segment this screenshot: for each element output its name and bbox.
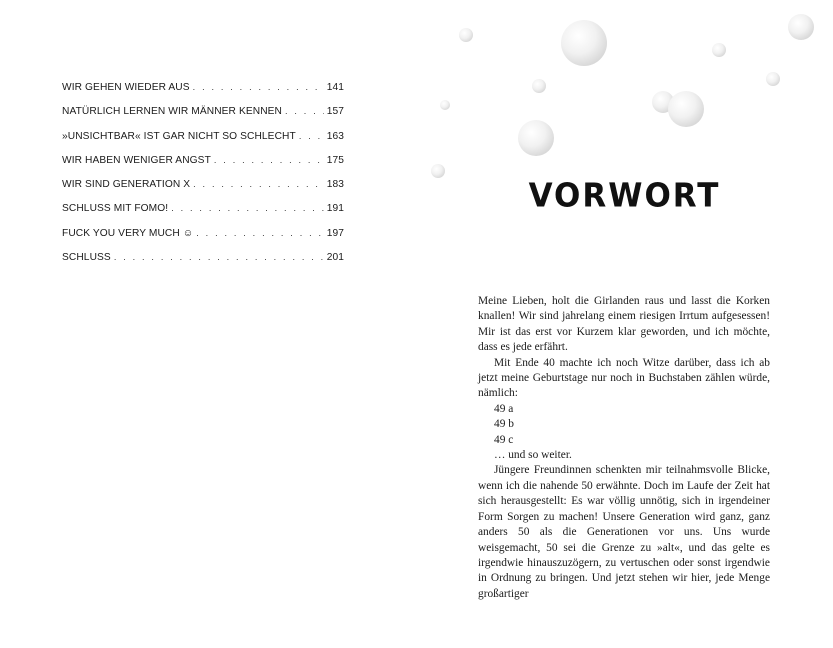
chapter-title: VORWORT	[528, 177, 721, 215]
bubble-icon	[788, 14, 814, 40]
toc-entry-title: WIR SIND GENERATION X	[62, 179, 191, 191]
toc-leader-dots	[171, 203, 323, 213]
toc-entry-page: 191	[326, 203, 344, 215]
toc-leader-dots	[114, 252, 324, 262]
toc-entry[interactable]	[62, 252, 344, 276]
table-of-contents	[62, 82, 344, 276]
toc-entry-title: »UNSICHTBAR« IST GAR NICHT SO SCHLECHT	[62, 130, 296, 142]
left-page	[0, 0, 416, 648]
toc-entry-title: FUCK YOU VERY MUCH ☺	[62, 227, 194, 239]
bubble-icon	[440, 100, 450, 110]
toc-entry-page: 157	[326, 106, 344, 118]
toc-entry-page: 183	[326, 179, 344, 191]
toc-leader-dots	[193, 179, 324, 189]
body-text	[478, 294, 770, 602]
bubble-icon	[459, 28, 473, 42]
toc-entry-title: SCHLUSS	[62, 252, 111, 264]
toc-entry[interactable]	[62, 179, 344, 203]
bubble-icon	[518, 120, 554, 156]
toc-leader-dots	[193, 82, 324, 92]
toc-entry[interactable]	[62, 106, 344, 130]
toc-leader-dots	[285, 106, 324, 116]
list-line: 49 c	[494, 433, 514, 446]
toc-entry-title: WIR GEHEN WIEDER AUS	[62, 82, 190, 93]
toc-leader-dots	[196, 228, 323, 238]
toc-entry-page: 175	[326, 154, 344, 166]
toc-leader-dots	[299, 131, 324, 141]
bubbles-decoration	[416, 0, 833, 200]
toc-leader-dots	[214, 155, 324, 165]
right-page	[416, 0, 833, 648]
paragraph: Mit Ende 40 machte ich noch Witze darüber, dass ich ab jetzt meine Geburtstage nur noch in Buchstaben zählen würde, nämlich:	[478, 356, 770, 400]
toc-entry-title: NATÜRLICH LERNEN WIR MÄNNER KENNEN	[62, 106, 282, 118]
paragraph: Meine Lieben, holt die Girlanden raus und lasst die Korken knallen! Wir sind jahrelang einem riesigen Irrtum aufgesessen! Mir ist das erst vor Kurzem klar geworden, und ich möchte, dass es jede erfährt.	[478, 295, 770, 354]
list-line: 49 a	[494, 402, 514, 415]
list-line: 49 b	[494, 418, 514, 431]
toc-entry[interactable]	[62, 228, 344, 252]
toc-entry-page: 201	[326, 252, 344, 264]
bubble-icon	[561, 20, 607, 66]
bubble-icon	[712, 43, 726, 57]
toc-entry[interactable]	[62, 131, 344, 155]
toc-entry-title: WIR HABEN WENIGER ANGST	[62, 154, 211, 166]
bubble-icon	[668, 91, 704, 127]
bubble-icon	[431, 164, 445, 178]
paragraph: Jüngere Freundinnen schenkten mir teilnahmsvolle Blicke, wenn ich die nahende 50 erwähnte. Doch im Laufe der Zeit hat sich herausgestellt: Es war völlig unnötig, sich in irgendeiner Form Sorgen zu machen! Unsere Generation wird ganz, ganz anders 50 als die Generationen vor uns. Uns wurde weisgemacht, 50 sei die Grenze zu »alt«, und das gelte es irgendwie hinauszuzögern, zu vertuschen oder sonst irgendwie in Ordnung zu bringen. Und jetzt stehen wir hier, jede Menge großartiger	[478, 464, 770, 600]
list-line: … und so weiter.	[494, 449, 572, 462]
toc-entry-page: 163	[326, 130, 344, 142]
toc-entry-title: SCHLUSS MIT FOMO!	[62, 203, 169, 215]
bubble-icon	[766, 72, 780, 86]
toc-entry-page: 141	[326, 82, 344, 93]
toc-entry-page: 197	[326, 227, 344, 239]
toc-entry[interactable]	[62, 82, 344, 106]
toc-entry[interactable]	[62, 203, 344, 227]
bubble-icon	[532, 79, 546, 93]
toc-entry[interactable]	[62, 155, 344, 179]
